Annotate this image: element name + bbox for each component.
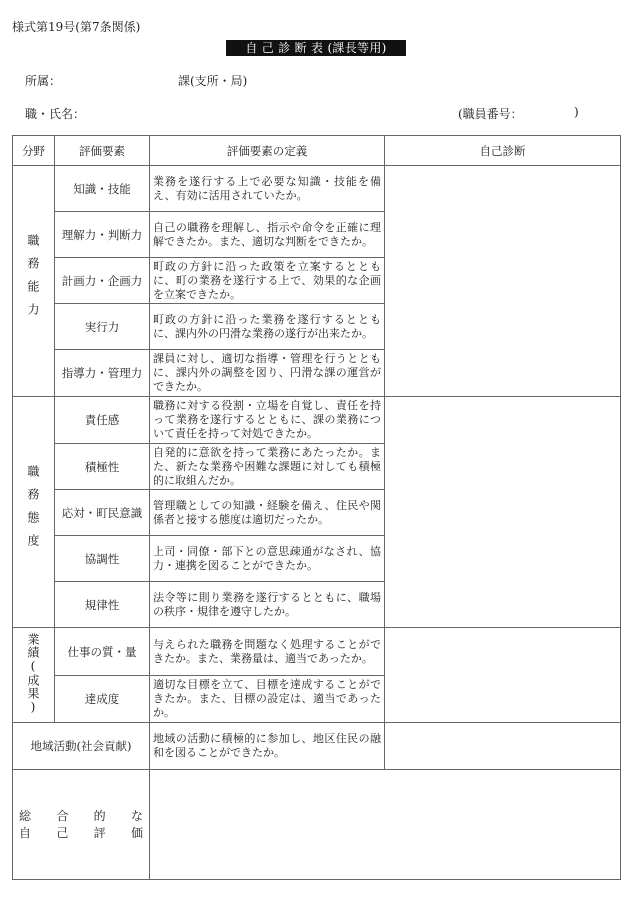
- element-label: 責任感: [55, 397, 150, 444]
- element-definition: 職務に対する役割・立場を自覚し、責任を持って業務を遂行するとともに、課の業務について責任を持って対処できたか。: [150, 397, 385, 444]
- table-row: [13, 628, 621, 676]
- element-label: 規律性: [55, 582, 150, 628]
- community-activity-definition: 地域の活動に積極的に参加し、地区住民の融和を図ることができたか。: [150, 723, 385, 770]
- self-assessment-table: [12, 135, 621, 880]
- table-row: [13, 397, 621, 444]
- self-assessment-cell-community[interactable]: [385, 723, 621, 770]
- document-title: 自 己 診 断 表 (課長等用): [226, 40, 406, 56]
- table-row: [13, 770, 621, 880]
- community-activity-label: 地域活動(社会貢献): [13, 723, 150, 770]
- table-row: [13, 723, 621, 770]
- element-definition: 業務を遂行する上で必要な知識・技能を備え、有効に活用されていたか。: [150, 166, 385, 212]
- element-label: 実行力: [55, 304, 150, 350]
- column-header-self-assessment: 自己診断: [385, 136, 621, 166]
- name-label: 職・氏名：: [25, 107, 86, 121]
- overall-self-evaluation-label: 総 合 的 な 自 己 評 価: [13, 770, 150, 880]
- element-definition: 管理職としての知識・経験を備え、住民や関係者と接する態度は適切だったか。: [150, 490, 385, 536]
- element-label: 応対・町民意識: [55, 490, 150, 536]
- staff-number-close: ): [574, 105, 579, 119]
- element-label: 計画力・企画力: [55, 258, 150, 304]
- form-number: 様式第19号(第7条関係): [12, 20, 141, 34]
- header-row: [13, 136, 621, 166]
- element-definition: 適切な目標を立て、目標を達成することができたか。また、目標の設定は、適当であったか。: [150, 676, 385, 723]
- overall-self-evaluation-input[interactable]: [150, 770, 621, 880]
- field-job-ability: 職務能力: [13, 166, 55, 397]
- element-label: 知識・技能: [55, 166, 150, 212]
- element-definition: 町政の方針に沿った政策を立案するとともに、町の業務を遂行する上で、効果的な企画を立案できたか。: [150, 258, 385, 304]
- element-label: 指導力・管理力: [55, 350, 150, 397]
- element-definition: 法令等に則り業務を遂行するとともに、職場の秩序・規律を遵守したか。: [150, 582, 385, 628]
- field-job-attitude: 職務態度: [13, 397, 55, 628]
- self-assessment-cell-attitude[interactable]: [385, 397, 621, 628]
- element-definition: 町政の方針に沿った業務を遂行するとともに、課内外の円滑な業務の遂行が出来たか。: [150, 304, 385, 350]
- table-row: [13, 166, 621, 212]
- column-header-definition: 評価要素の定義: [150, 136, 385, 166]
- element-label: 協調性: [55, 536, 150, 582]
- field-achievement: 業績(成果): [13, 628, 55, 723]
- self-assessment-cell-ability[interactable]: [385, 166, 621, 397]
- element-definition: 自己の職務を理解し、指示や命令を正確に理解できたか。また、適切な判断をできたか。: [150, 212, 385, 258]
- element-definition: 課員に対し、適切な指導・管理を行うとともに、課内外の調整を図り、円滑な課の運営ができたか。: [150, 350, 385, 397]
- element-label: 理解力・判断力: [55, 212, 150, 258]
- element-definition: 自発的に意欲を持って業務にあたったか。また、新たな業務や困難な課題に対しても積極的に取組んだか。: [150, 444, 385, 490]
- element-label: 積極性: [55, 444, 150, 490]
- element-definition: 上司・同僚・部下との意思疎通がなされ、協力・連携を図ることができたか。: [150, 536, 385, 582]
- element-label: 仕事の質・量: [55, 628, 150, 676]
- column-header-field: 分野: [13, 136, 55, 166]
- section-label: 課(支所・局): [178, 74, 248, 88]
- affiliation-label: 所属：: [25, 74, 62, 88]
- staff-number-label: (職員番号：: [458, 107, 523, 121]
- element-definition: 与えられた職務を問題なく処理することができたか。また、業務量は、適当であったか。: [150, 628, 385, 676]
- self-assessment-cell-achievement[interactable]: [385, 628, 621, 723]
- element-label: 達成度: [55, 676, 150, 723]
- column-header-element: 評価要素: [55, 136, 150, 166]
